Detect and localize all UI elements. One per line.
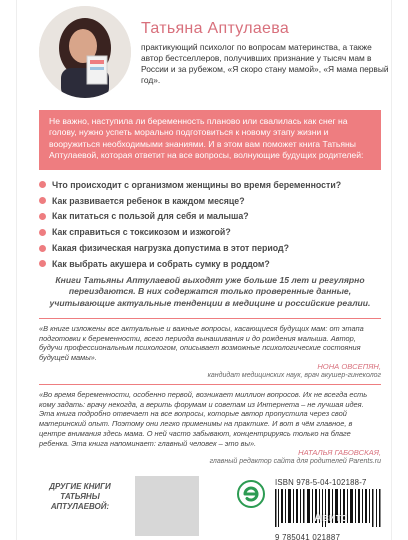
other-books-label: ДРУГИЕ КНИГИ ТАТЬЯНЫ АПТУЛАЕВОЙ: xyxy=(49,482,111,511)
lead-paragraph: Книги Татьяны Аптулаевой выходят уже больше 15 лет и регулярно переиздаются. В них содержатся только проверенные данные, учитывающие актуальные тенденции в медицине и российские реалии. xyxy=(49,275,371,308)
divider xyxy=(39,318,381,319)
list-item xyxy=(39,209,381,225)
list-item xyxy=(39,224,381,240)
publisher-logo-icon xyxy=(237,480,265,508)
question-text: Как выбрать акушера и собрать сумку в роддом? xyxy=(52,258,270,269)
isbn: ISBN 978-5-04-102188-7 xyxy=(275,478,367,487)
list-item xyxy=(39,240,381,256)
question-text: Как питаться с пользой для себя и малыша? xyxy=(52,211,249,222)
author-header xyxy=(17,0,393,108)
bullet-icon xyxy=(39,229,46,236)
quote-2-author: НАТАЛЬЯ ГАБОВСКАЯ, xyxy=(298,448,381,457)
list-item xyxy=(39,193,381,209)
question-text: Как справиться с токсикозом и изжогой? xyxy=(52,227,231,238)
questions-list xyxy=(39,177,381,272)
quote-1-author: НОНА ОВСЕПЯН, xyxy=(317,362,381,371)
list-item xyxy=(39,177,381,193)
question-text: Какая физическая нагрузка допустима в этот период? xyxy=(52,243,289,254)
quote-1-text: «В книге изложены все актуальные и важные вопросы, касающиеся будущих мам: от этапа подготовки к беременности, всего периода вынашивания и до рождения малыша. Автор, будучи профессиональным психологом, описывает возможные психологические состояния будущей мамы». xyxy=(39,324,364,363)
quote-1-role: кандидат медицинских наук, врач акушер-гинеколог xyxy=(207,372,381,379)
bullet-icon xyxy=(39,181,46,188)
intro-block: Не важно, наступила ли беременность планово или свалилась как снег на голову, нужно успеть морально подготовиться к новому этапу жизни и вооружиться необходимыми знаниями. И в этом вам поможет книга Татьяны Аптулаевой, которая ответит на все вопросы, волнующие будущих родителей: xyxy=(39,110,381,170)
barcode-number: 9 785041 021887 xyxy=(275,533,341,540)
quote-2-role: главный редактор сайта для родителей Parents.ru xyxy=(209,458,381,465)
list-item xyxy=(39,256,381,272)
author-bio: практикующий психолог по вопросам материнства, а также автор бестселлеров, получивших признание у тысяч мам в России и за рубежом, «Я скоро стану мамой», «Я мама первый год». xyxy=(141,42,389,85)
quote-2-text: «Во время беременности, особенно первой, возникает миллион вопросов. Их не всегда есть кому задать: врачу некогда, а верить форумам и советам из Интернета – не лучшая идея. Эта книга подробно отвечает на все вопросы, которые автор пропустила через свой материнский опыт. Поэтому они легко применимы на практике. И вот в чём главное, в центре внимания здесь мама. О ней часто забывают, концентрируясь только на благе ребенка. Эта книга напоминает: главный человек – это вы». xyxy=(39,390,368,448)
bullet-icon xyxy=(39,260,46,267)
barcode-area xyxy=(275,478,385,538)
other-book-thumbnail xyxy=(135,476,199,536)
bullet-icon xyxy=(39,245,46,252)
author-photo xyxy=(39,6,131,98)
question-text: Как развивается ребенок в каждом месяце? xyxy=(52,195,245,206)
bullet-icon xyxy=(39,197,46,204)
book-back-cover xyxy=(16,0,392,540)
author-name: Татьяна Аптулаева xyxy=(141,20,290,37)
bullet-icon xyxy=(39,213,46,220)
question-text: Что происходит с организмом женщины во время беременности? xyxy=(52,179,342,190)
divider xyxy=(39,384,381,385)
watermark: Авито xyxy=(314,512,348,524)
